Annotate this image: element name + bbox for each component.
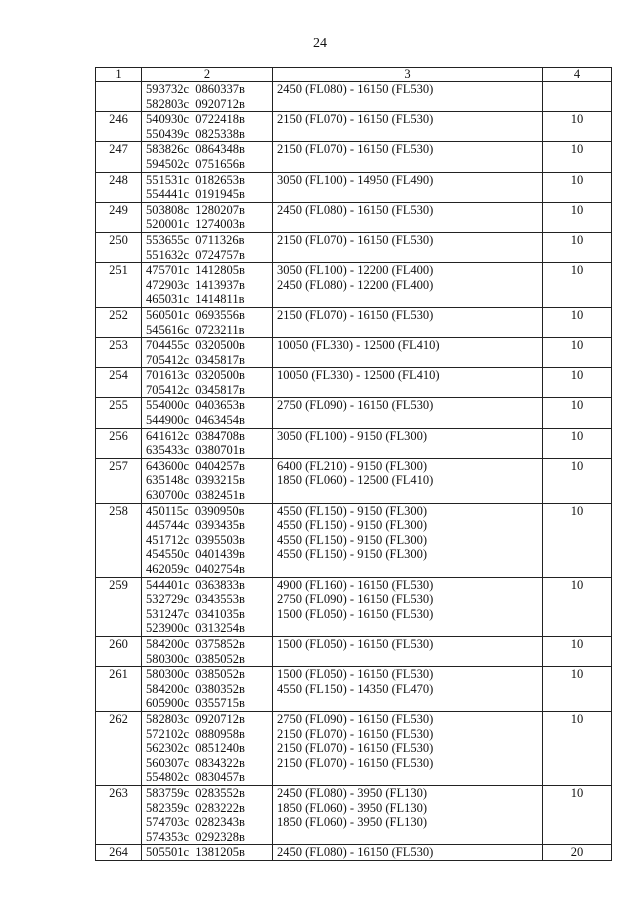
coordinate-point: 560307с 0834322в xyxy=(146,755,245,770)
table-row xyxy=(96,711,612,785)
value-cell xyxy=(543,142,612,172)
value-text: 10 xyxy=(570,636,584,651)
value-text: 10 xyxy=(570,202,584,217)
value-text: 20 xyxy=(570,845,584,860)
coordinate-point: 630700с 0382451в xyxy=(146,488,245,503)
altitude-range: 2750 (FL090) - 16150 (FL530) xyxy=(277,592,434,607)
levels-cell xyxy=(273,82,543,112)
coordinates-cell xyxy=(142,112,273,142)
table-row xyxy=(96,503,612,577)
coordinate-point: 551531с 0182653в xyxy=(146,172,245,187)
coordinates-cell xyxy=(142,142,273,172)
coordinates-cell xyxy=(142,636,273,666)
row-number-text: 263 xyxy=(109,785,128,800)
altitude-range: 2150 (FL070) - 16150 (FL530) xyxy=(277,112,434,127)
header-col-2: 2 xyxy=(142,68,273,82)
table-row xyxy=(96,458,612,503)
altitude-range: 2150 (FL070) - 16150 (FL530) xyxy=(277,307,434,322)
table-row xyxy=(96,845,612,861)
coordinates-cell xyxy=(142,711,273,785)
coordinate-point: 705412с 0345817в xyxy=(146,382,245,397)
value-cell xyxy=(543,307,612,337)
table-row xyxy=(96,172,612,202)
coordinate-point: 445744с 0393435в xyxy=(146,518,245,533)
coordinate-point: 544401с 0363833в xyxy=(146,577,245,592)
value-cell xyxy=(543,398,612,428)
coordinate-point: 465031с 1414811в xyxy=(146,292,245,307)
altitude-range: 2150 (FL070) - 16150 (FL530) xyxy=(277,142,434,157)
table-row xyxy=(96,263,612,308)
table-row xyxy=(96,785,612,844)
row-number xyxy=(96,112,142,142)
levels-cell xyxy=(273,428,543,458)
coordinate-point: 635433с 0380701в xyxy=(146,443,245,458)
altitude-range: 2150 (FL070) - 16150 (FL530) xyxy=(277,755,434,770)
altitude-range: 2150 (FL070) - 16150 (FL530) xyxy=(277,726,434,741)
altitude-range: 2150 (FL070) - 16150 (FL530) xyxy=(277,232,434,247)
coordinate-point: 454550с 0401439в xyxy=(146,547,245,562)
levels-cell xyxy=(273,458,543,503)
coordinates-cell xyxy=(142,368,273,398)
value-cell xyxy=(543,845,612,861)
table-row xyxy=(96,667,612,712)
coordinates-cell xyxy=(142,202,273,232)
coordinate-point: 544900с 0463454в xyxy=(146,413,245,428)
value-text: 10 xyxy=(570,142,584,157)
table-row xyxy=(96,368,612,398)
row-number-text: 264 xyxy=(109,845,128,860)
header-col-1: 1 xyxy=(96,68,142,82)
row-number xyxy=(96,172,142,202)
levels-cell xyxy=(273,845,543,861)
coordinate-point: 643600с 0404257в xyxy=(146,458,245,473)
coordinate-point: 450115с 0390950в xyxy=(146,503,245,518)
table-row xyxy=(96,398,612,428)
coordinate-point: 704455с 0320500в xyxy=(146,338,245,353)
coordinate-point: 705412с 0345817в xyxy=(146,352,245,367)
levels-cell xyxy=(273,368,543,398)
value-cell xyxy=(543,232,612,262)
row-number xyxy=(96,667,142,712)
coordinates-cell xyxy=(142,845,273,861)
altitude-range: 4550 (FL150) - 14350 (FL470) xyxy=(277,681,434,696)
row-number xyxy=(96,458,142,503)
coordinate-point: 520001с 1274003в xyxy=(146,217,245,232)
altitude-range: 2450 (FL080) - 12200 (FL400) xyxy=(277,277,434,292)
coordinates-cell xyxy=(142,667,273,712)
value-text: 10 xyxy=(570,263,584,278)
value-cell xyxy=(543,338,612,368)
value-text: 10 xyxy=(570,577,584,592)
altitude-range: 3050 (FL100) - 14950 (FL490) xyxy=(277,172,434,187)
row-number-text: 256 xyxy=(109,428,128,443)
table-row xyxy=(96,307,612,337)
levels-cell xyxy=(273,202,543,232)
altitude-range: 2450 (FL080) - 16150 (FL530) xyxy=(277,82,434,96)
levels-cell xyxy=(273,577,543,636)
altitude-range: 2450 (FL080) - 3950 (FL130) xyxy=(277,785,427,800)
coordinate-point: 584200с 0375852в xyxy=(146,636,245,651)
coordinates-cell xyxy=(142,503,273,577)
value-cell xyxy=(543,172,612,202)
altitude-range: 2750 (FL090) - 16150 (FL530) xyxy=(277,711,434,726)
coordinates-cell xyxy=(142,82,273,112)
coordinates-cell xyxy=(142,307,273,337)
altitude-range: 1500 (FL050) - 16150 (FL530) xyxy=(277,636,434,651)
altitude-range: 1500 (FL050) - 16150 (FL530) xyxy=(277,606,434,621)
altitude-range: 2750 (FL090) - 16150 (FL530) xyxy=(277,398,434,413)
altitude-range: 4550 (FL150) - 9150 (FL300) xyxy=(277,503,427,518)
value-cell xyxy=(543,112,612,142)
row-number xyxy=(96,232,142,262)
coordinate-point: 583759с 0283552в xyxy=(146,785,245,800)
coordinate-point: 550439с 0825338в xyxy=(146,126,245,141)
table-row xyxy=(96,577,612,636)
row-number-text: 247 xyxy=(109,142,128,157)
row-number xyxy=(96,711,142,785)
row-number-text: 246 xyxy=(109,112,128,127)
value-text: 10 xyxy=(570,458,584,473)
altitude-range: 3050 (FL100) - 9150 (FL300) xyxy=(277,428,427,443)
table-row xyxy=(96,142,612,172)
row-number xyxy=(96,338,142,368)
coordinates-cell xyxy=(142,263,273,308)
coordinate-point: 580300с 0385052в xyxy=(146,651,245,666)
altitude-range: 1850 (FL060) - 3950 (FL130) xyxy=(277,800,427,815)
levels-cell xyxy=(273,112,543,142)
row-number xyxy=(96,636,142,666)
value-text: 10 xyxy=(570,785,584,800)
altitude-range: 1850 (FL060) - 12500 (FL410) xyxy=(277,473,434,488)
altitude-range: 2150 (FL070) - 16150 (FL530) xyxy=(277,741,434,756)
header-col-4: 4 xyxy=(543,68,612,82)
row-number-text: 258 xyxy=(109,503,128,518)
coordinates-cell xyxy=(142,428,273,458)
coordinate-point: 503808с 1280207в xyxy=(146,202,245,217)
altitude-range: 10050 (FL330) - 12500 (FL410) xyxy=(277,368,440,383)
value-cell xyxy=(543,82,612,112)
row-number-text: 248 xyxy=(109,172,128,187)
value-cell xyxy=(543,667,612,712)
levels-cell xyxy=(273,142,543,172)
value-text: 10 xyxy=(570,232,584,247)
table-row xyxy=(96,428,612,458)
coordinate-point: 540930с 0722418в xyxy=(146,112,245,127)
altitude-range: 4550 (FL150) - 9150 (FL300) xyxy=(277,518,427,533)
row-number xyxy=(96,428,142,458)
coordinates-cell xyxy=(142,338,273,368)
levels-cell xyxy=(273,667,543,712)
airspace-table xyxy=(95,67,612,861)
coordinates-cell xyxy=(142,232,273,262)
coordinate-point: 582359с 0283222в xyxy=(146,800,245,815)
coordinate-point: 641612с 0384708в xyxy=(146,428,245,443)
coordinate-point: 583826с 0864348в xyxy=(146,142,245,157)
coordinate-point: 560501с 0693556в xyxy=(146,307,245,322)
altitude-range: 4900 (FL160) - 16150 (FL530) xyxy=(277,577,434,592)
table-row xyxy=(96,202,612,232)
row-number-text: 257 xyxy=(109,458,128,473)
levels-cell xyxy=(273,172,543,202)
value-cell xyxy=(543,202,612,232)
row-number-text: 251 xyxy=(109,263,128,278)
levels-cell xyxy=(273,338,543,368)
row-number xyxy=(96,503,142,577)
coordinate-point: 532729с 0343553в xyxy=(146,592,245,607)
row-number-text: 249 xyxy=(109,202,128,217)
value-text: 10 xyxy=(570,711,584,726)
altitude-range: 3050 (FL100) - 12200 (FL400) xyxy=(277,263,434,278)
value-text: 10 xyxy=(570,172,584,187)
levels-cell xyxy=(273,398,543,428)
header-col-3: 3 xyxy=(273,68,543,82)
row-number-text: 252 xyxy=(109,307,128,322)
row-number-text: 261 xyxy=(109,667,128,682)
coordinate-point: 582803с 0920712в xyxy=(146,96,245,111)
row-number xyxy=(96,368,142,398)
row-number-text: 259 xyxy=(109,577,128,592)
coordinate-point: 584200с 0380352в xyxy=(146,681,245,696)
value-cell xyxy=(543,785,612,844)
coordinate-point: 554802с 0830457в xyxy=(146,770,245,785)
altitude-range: 4550 (FL150) - 9150 (FL300) xyxy=(277,532,427,547)
row-number xyxy=(96,263,142,308)
altitude-range: 6400 (FL210) - 9150 (FL300) xyxy=(277,458,427,473)
coordinate-point: 582803с 0920712в xyxy=(146,711,245,726)
value-cell xyxy=(543,711,612,785)
table-row xyxy=(96,82,612,112)
coordinates-cell xyxy=(142,577,273,636)
value-cell xyxy=(543,503,612,577)
coordinate-point: 554000с 0403653в xyxy=(146,398,245,413)
coordinate-point: 593732с 0860337в xyxy=(146,82,245,96)
value-text: 10 xyxy=(570,338,584,353)
coordinate-point: 531247с 0341035в xyxy=(146,606,245,621)
coordinate-point: 580300с 0385052в xyxy=(146,667,245,682)
levels-cell xyxy=(273,785,543,844)
coordinate-point: 553655с 0711326в xyxy=(146,232,245,247)
row-number-text: 254 xyxy=(109,368,128,383)
coordinates-cell xyxy=(142,172,273,202)
altitude-range: 4550 (FL150) - 9150 (FL300) xyxy=(277,547,427,562)
levels-cell xyxy=(273,263,543,308)
levels-cell xyxy=(273,232,543,262)
coordinate-point: 574703с 0282343в xyxy=(146,815,245,830)
value-text: 10 xyxy=(570,307,584,322)
coordinate-point: 505501с 1381205в xyxy=(146,845,245,860)
coordinates-cell xyxy=(142,785,273,844)
row-number xyxy=(96,307,142,337)
altitude-range: 1500 (FL050) - 16150 (FL530) xyxy=(277,667,434,682)
altitude-range: 10050 (FL330) - 12500 (FL410) xyxy=(277,338,440,353)
row-number xyxy=(96,142,142,172)
coordinate-point: 462059с 0402754в xyxy=(146,562,245,576)
row-number-text: 255 xyxy=(109,398,128,413)
coordinate-point: 701613с 0320500в xyxy=(146,368,245,383)
coordinate-point: 605900с 0355715в xyxy=(146,696,245,711)
table-row xyxy=(96,636,612,666)
altitude-range: 2450 (FL080) - 16150 (FL530) xyxy=(277,202,434,217)
row-number xyxy=(96,202,142,232)
coordinate-point: 562302с 0851240в xyxy=(146,741,245,756)
row-number xyxy=(96,845,142,861)
levels-cell xyxy=(273,636,543,666)
coordinate-point: 451712с 0395503в xyxy=(146,532,245,547)
table-row xyxy=(96,232,612,262)
row-number-text: 260 xyxy=(109,636,128,651)
row-number xyxy=(96,398,142,428)
coordinate-point: 523900с 0313254в xyxy=(146,621,245,636)
value-text: 10 xyxy=(570,428,584,443)
value-cell xyxy=(543,458,612,503)
levels-cell xyxy=(273,503,543,577)
row-number xyxy=(96,785,142,844)
coordinate-point: 475701с 1412805в xyxy=(146,263,245,278)
table-row xyxy=(96,112,612,142)
value-cell xyxy=(543,368,612,398)
header-row xyxy=(96,68,612,82)
levels-cell xyxy=(273,711,543,785)
coordinate-point: 635148с 0393215в xyxy=(146,473,245,488)
coordinate-point: 472903с 1413937в xyxy=(146,277,245,292)
value-text: 10 xyxy=(570,503,584,518)
page-number: 24 xyxy=(313,36,327,51)
value-cell xyxy=(543,577,612,636)
value-text: 10 xyxy=(570,398,584,413)
coordinates-cell xyxy=(142,458,273,503)
value-text: 10 xyxy=(570,667,584,682)
value-cell xyxy=(543,636,612,666)
coordinate-point: 551632с 0724757в xyxy=(146,247,245,262)
altitude-range: 2450 (FL080) - 16150 (FL530) xyxy=(277,845,434,860)
value-text: 10 xyxy=(570,368,584,383)
coordinate-point: 545616с 0723211в xyxy=(146,322,245,337)
row-number xyxy=(96,82,142,112)
coordinate-point: 554441с 0191945в xyxy=(146,187,245,202)
levels-cell xyxy=(273,307,543,337)
coordinate-point: 594502с 0751656в xyxy=(146,156,245,171)
value-cell xyxy=(543,428,612,458)
row-number xyxy=(96,577,142,636)
row-number-text: 262 xyxy=(109,711,128,726)
coordinates-cell xyxy=(142,398,273,428)
coordinate-point: 574353с 0292328в xyxy=(146,829,245,844)
value-text: 10 xyxy=(570,112,584,127)
row-number-text: 250 xyxy=(109,232,128,247)
row-number-text: 253 xyxy=(109,338,128,353)
coordinate-point: 572102с 0880958в xyxy=(146,726,245,741)
table-row xyxy=(96,338,612,368)
value-cell xyxy=(543,263,612,308)
altitude-range: 1850 (FL060) - 3950 (FL130) xyxy=(277,815,427,830)
